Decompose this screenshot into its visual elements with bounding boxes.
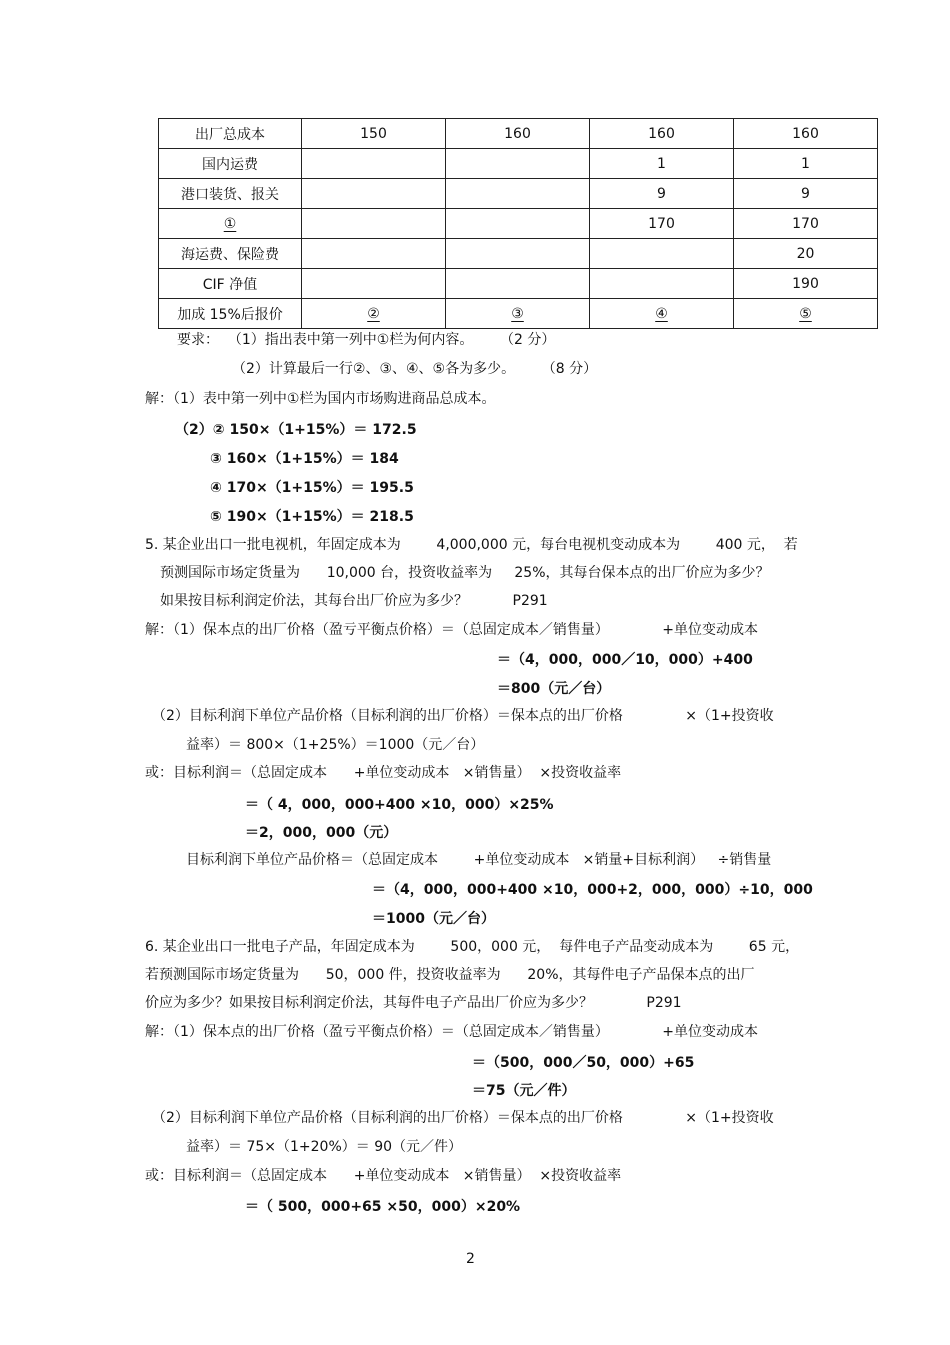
answer-line: 或：目标利润＝（总固定成本 +单位变动成本 ×销售量） ×投资收益率 <box>145 1168 622 1184</box>
question-line: 6. 某企业出口一批电子产品，年固定成本为 500，000 元， 每件电子产品变动成本为 65 元， <box>145 939 800 955</box>
answer-line: 益率）＝ 800×（1+25%）＝1000（元／台） <box>186 737 485 753</box>
row-label: ① <box>159 209 302 239</box>
question-line: 5. 某企业出口一批电视机，年固定成本为 4,000,000 元，每台电视机变动成本为 400 元， 若 <box>145 537 798 553</box>
question-line: 如果按目标利润定价法，其每台出厂价应为多少？ P291 <box>160 593 548 609</box>
answer-line: 解：（1）保本点的出厂价格（盈亏平衡点价格）＝（总固定成本／销售量） +单位变动成本 <box>145 622 759 638</box>
answer-line: ④ 170×（1+15%）＝ 195.5 <box>210 480 414 496</box>
table-cell <box>446 269 590 299</box>
answer-line: ＝800（元／台） <box>497 681 611 697</box>
row-label: 出厂总成本 <box>159 119 302 149</box>
requirement-line: 要求： （1）指出表中第一列中①栏为何内容。 （2 分） <box>177 332 556 348</box>
table-cell: 170 <box>590 209 734 239</box>
row-label: 港口装货、报关 <box>159 179 302 209</box>
row-label: CIF 净值 <box>159 269 302 299</box>
table-cell <box>302 269 446 299</box>
row-label: 国内运费 <box>159 149 302 179</box>
requirement-line: （2）计算最后一行②、③、④、⑤各为多少。 （8 分） <box>232 361 598 377</box>
table-row <box>159 299 878 329</box>
table-cell: 160 <box>734 119 878 149</box>
table-cell <box>590 239 734 269</box>
table-cell <box>446 149 590 179</box>
table-cell: 1 <box>590 149 734 179</box>
answer-line: ＝（ 4，000，000+400 ×10，000）×25% <box>245 797 554 813</box>
answer-line: ＝（ 500，000+65 ×50，000）×20% <box>245 1199 521 1215</box>
table-cell <box>302 149 446 179</box>
answer-line: ＝1000（元／台） <box>372 911 495 927</box>
row-label: 海运费、保险费 <box>159 239 302 269</box>
answer-line: ＝（4，000，000／10，000）+400 <box>497 652 753 668</box>
table-cell: 150 <box>302 119 446 149</box>
answer-line: ＝（500，000／50，000）+65 <box>472 1055 695 1071</box>
table-row <box>159 179 878 209</box>
table-cell: 190 <box>734 269 878 299</box>
table-cell <box>446 179 590 209</box>
table-cell <box>302 209 446 239</box>
table-row <box>159 239 878 269</box>
table-cell: ④ <box>590 299 734 329</box>
answer-line: （2）目标利润下单位产品价格（目标利润的出厂价格）＝保本点的出厂价格 ×（1+投资收 <box>152 708 774 724</box>
answer-line: ⑤ 190×（1+15%）＝ 218.5 <box>210 509 414 525</box>
table-row <box>159 149 878 179</box>
answer-line: 解：（1）保本点的出厂价格（盈亏平衡点价格）＝（总固定成本／销售量） +单位变动成本 <box>145 1024 759 1040</box>
table-cell: ③ <box>446 299 590 329</box>
question-line: 预测国际市场定货量为 10,000 台，投资收益率为 25%，其每台保本点的出厂价应为多少？ <box>160 565 770 581</box>
table-cell: 9 <box>734 179 878 209</box>
table-cell <box>302 179 446 209</box>
page-number: 2 <box>466 1251 475 1267</box>
cost-table <box>158 118 878 329</box>
row-label: 加成 15%后报价 <box>159 299 302 329</box>
table-cell <box>446 209 590 239</box>
table-cell <box>446 239 590 269</box>
answer-line: ＝2，000，000（元） <box>245 825 398 841</box>
answer-line: 益率）＝ 75×（1+20%）＝ 90（元／件） <box>186 1139 463 1155</box>
table-row <box>159 209 878 239</box>
table-cell: ② <box>302 299 446 329</box>
answer-line: 解：（1）表中第一列中①栏为国内市场购进商品总成本。 <box>145 391 496 407</box>
answer-line: 或：目标利润＝（总固定成本 +单位变动成本 ×销售量） ×投资收益率 <box>145 765 622 781</box>
table-cell: 160 <box>446 119 590 149</box>
answer-line: （2）② 150×（1+15%）＝ 172.5 <box>175 422 417 438</box>
answer-line: （2）目标利润下单位产品价格（目标利润的出厂价格）＝保本点的出厂价格 ×（1+投资收 <box>152 1110 774 1126</box>
table-row <box>159 119 878 149</box>
table-cell <box>302 239 446 269</box>
answer-line: ＝（4，000，000+400 ×10，000+2，000，000）÷10，000 <box>372 882 813 898</box>
question-line: 若预测国际市场定货量为 50，000 件，投资收益率为 20%，其每件电子产品保本点的出厂 <box>145 967 755 983</box>
table-cell: 1 <box>734 149 878 179</box>
question-line: 价应为多少？如果按目标利润定价法，其每件电子产品出厂价应为多少？ P291 <box>145 995 682 1011</box>
table-cell <box>590 269 734 299</box>
answer-line: 目标利润下单位产品价格＝（总固定成本 +单位变动成本 ×销量+目标利润） ÷销售量 <box>186 852 772 868</box>
answer-line: ③ 160×（1+15%）＝ 184 <box>210 451 399 467</box>
answer-line: ＝75（元／件） <box>472 1083 576 1099</box>
table-cell: 20 <box>734 239 878 269</box>
table-cell: 170 <box>734 209 878 239</box>
table-cell: ⑤ <box>734 299 878 329</box>
table-cell: 9 <box>590 179 734 209</box>
table-cell: 160 <box>590 119 734 149</box>
table-row <box>159 269 878 299</box>
